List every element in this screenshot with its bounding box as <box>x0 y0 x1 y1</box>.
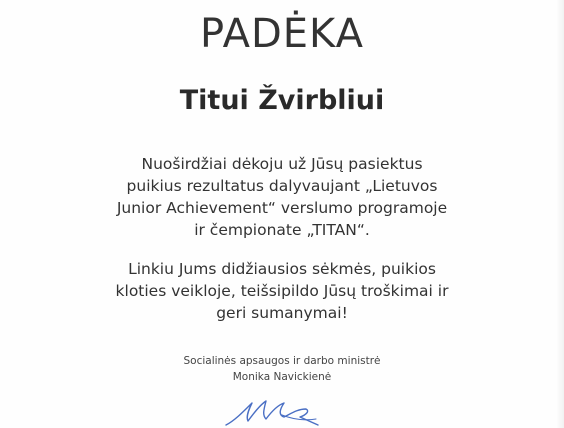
paragraph-line: ir čempionate „TITAN“. <box>194 221 370 239</box>
wishes-paragraph <box>82 258 482 324</box>
page-title: PADĖKA <box>200 11 364 57</box>
paragraph-line: Linkiu Jums didžiausios sėkmės, puikios <box>128 260 436 278</box>
paragraph-line: kloties veikloje, teišsipildo Jūsų troškimai ir <box>115 282 449 300</box>
signatory-block <box>0 353 564 385</box>
paragraph-line: geri sumanymai! <box>216 304 348 322</box>
paragraph-line: puikius rezultatus dalyvaujant „Lietuvos <box>126 177 438 195</box>
paragraph-line: Nuoširdžiai dėkoju už Jūsų pasiektus <box>141 155 423 173</box>
thanks-paragraph <box>82 153 482 241</box>
page-edge-shadow <box>556 0 564 428</box>
paragraph-line: Junior Achievement“ verslumo programoje <box>116 199 448 217</box>
signatory-name: Monika Navickienė <box>232 371 332 383</box>
recipient-name: Titui Žvirbliui <box>179 85 385 116</box>
handwritten-signature-icon <box>222 395 322 428</box>
signatory-title: Socialinės apsaugos ir darbo ministrė <box>183 355 381 367</box>
